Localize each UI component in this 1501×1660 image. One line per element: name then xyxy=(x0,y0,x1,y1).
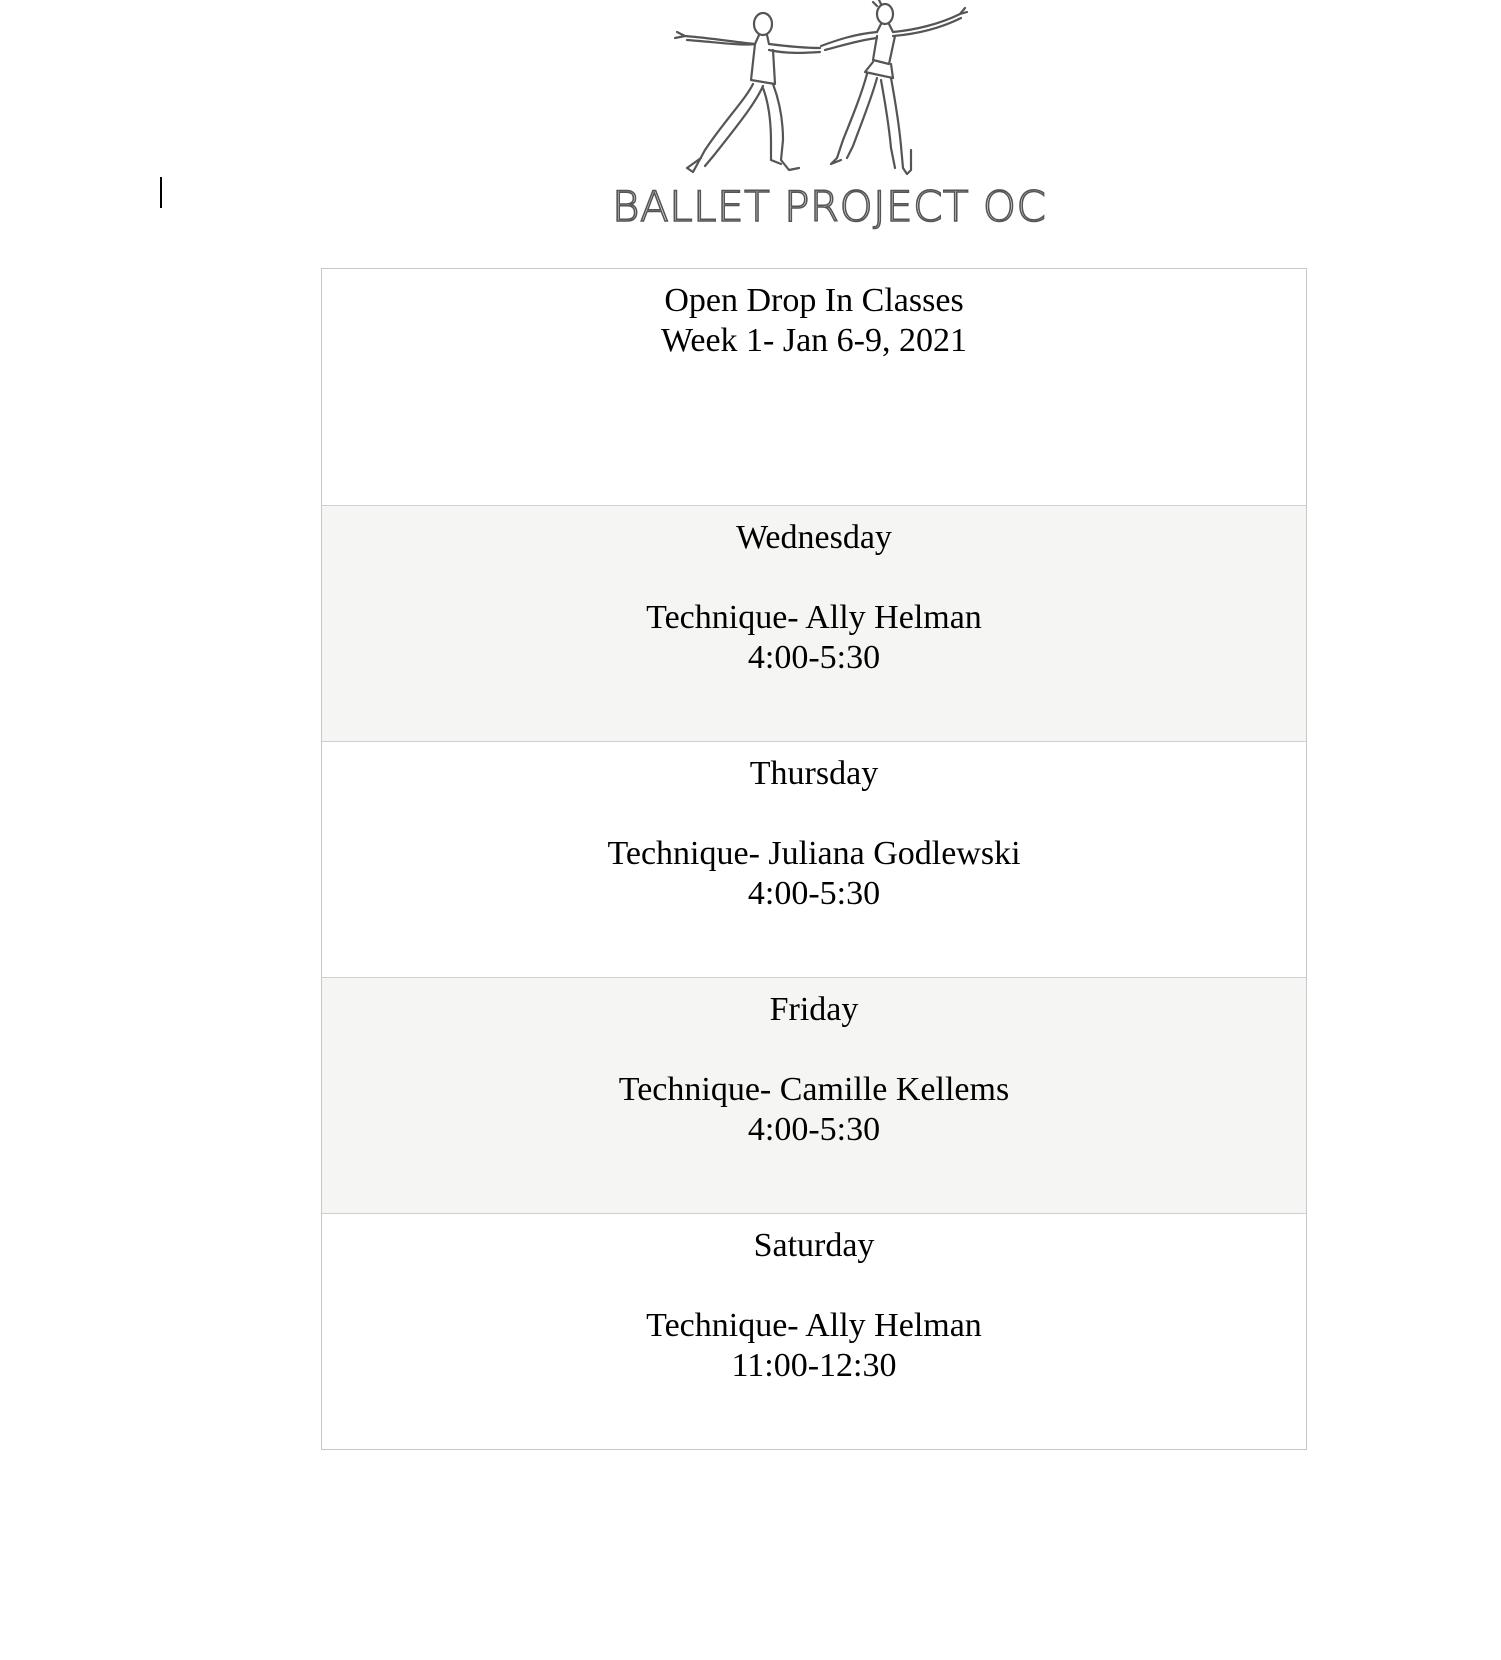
schedule-table xyxy=(321,268,1307,1450)
schedule-week: Week 1- Jan 6-9, 2021 xyxy=(660,322,968,359)
class-name: Technique- Ally Helman xyxy=(646,599,982,636)
day-row-wednesday xyxy=(322,505,1306,741)
header-row xyxy=(322,269,1306,505)
logo-text: BALLET PROJECT OC xyxy=(612,182,1047,231)
day-label: Thursday xyxy=(749,755,879,792)
class-time: 11:00-12:30 xyxy=(731,1347,897,1384)
day-row-friday xyxy=(322,977,1306,1213)
day-row-saturday xyxy=(322,1213,1306,1449)
schedule-title: Open Drop In Classes xyxy=(664,282,964,319)
class-name: Technique- Camille Kellems xyxy=(618,1071,1010,1108)
day-label: Wednesday xyxy=(736,519,892,556)
class-name: Technique- Ally Helman xyxy=(646,1307,982,1344)
class-name: Technique- Juliana Godlewski xyxy=(607,835,1021,872)
class-time: 4:00-5:30 xyxy=(747,1111,881,1148)
day-row-thursday xyxy=(322,741,1306,977)
ballet-dancers-icon xyxy=(655,0,985,185)
day-label: Friday xyxy=(769,991,859,1028)
text-cursor xyxy=(160,177,162,208)
day-label: Saturday xyxy=(753,1227,875,1264)
class-time: 4:00-5:30 xyxy=(747,639,881,676)
class-time: 4:00-5:30 xyxy=(747,875,881,912)
